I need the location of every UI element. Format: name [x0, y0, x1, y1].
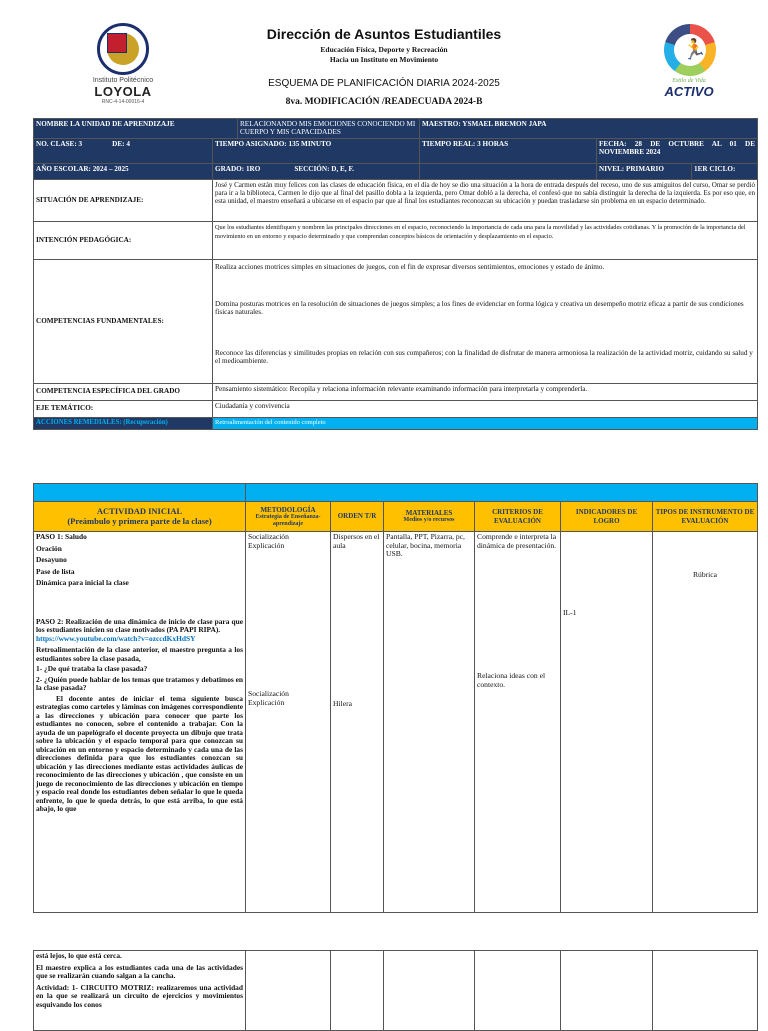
header-actividad-inicial: [34, 502, 246, 532]
planning-info-table: [33, 118, 758, 430]
header-metodologia: [246, 502, 331, 532]
orden-column: [331, 532, 384, 913]
especifica-label: COMPETENCIA ESPECÍFICA DEL GRADO: [34, 383, 213, 400]
grado: GRADO: 1RO: [215, 164, 261, 173]
activity-bar-right: [246, 484, 758, 502]
plan-heading: ESQUEMA DE PLANIFICACIÓN DIARIA 2024-2025: [268, 78, 500, 89]
continued-description: [34, 951, 246, 1031]
metodologia-a-2: Explicación: [248, 540, 285, 550]
metodologia-a-1: Socialización: [248, 532, 289, 541]
paso1-title: PASO 1: Saludo: [36, 532, 87, 541]
paso2-text: PASO 2: Realización de una dinámica de inicio de clase para que los estudiantes inicien su clase motivados (PA PAPI RIPA).: [36, 616, 243, 635]
header-materiales: [384, 502, 475, 532]
unidad-value: RELACIONANDO MIS EMOCIONES CONOCIENDO MI CUERPO Y MIS CAPACIDADES: [238, 119, 420, 139]
seccion: SECCIÓN: D, E, F.: [294, 164, 354, 173]
paso1-pase-lista: Pase de lista: [36, 566, 75, 576]
logo-shield-icon: [107, 33, 127, 53]
intencion-value: Que los estudiantes identifiquen y nombren las principales direcciones en el espacio, reconociendo la importancia de cada una para la movilidad y las actividades cotidianas. Y la promoción de la importancia del movimiento en un entorno y espacio determinado y que comprendan conceptos básicos de orientación y desplazamiento en el espacio.: [213, 221, 758, 259]
metodologia-b-1: Socialización: [248, 689, 289, 699]
grado-seccion-cell: [213, 163, 420, 179]
nivel-cell: NIVEL: PRIMARIO: [597, 163, 692, 179]
docente-text: El docente antes de iniciar el tema siguiente busca estrategias como carteles y láminas con imágenes correspondiente a las direcciones y ubicación para conocer que parte los estudiantes no conocen, sobre el contenido a trabajar. Con la ayuda de un papelógrafo el docente proyecta un dibujo que trata sobre la ubicación y el espacio temporal para que conozcan su ubicación en un entorno y espacio determinado y cada una de las direcciones definida para que los estudiantes conozcan su ubicación y las direcciones mediante estas actividades áulicas de reconocimiento de las direcciones y ubicación , que consiste en un juego de reconocimiento de las direcciones y ubicación en tiempo y espacio real donde los estudiantes deben señalar lo que le queda enfrente, lo que le queda detrás, lo que está arriba, lo que está abajo, lo que: [36, 693, 243, 814]
continued-empty-1: [246, 951, 331, 1031]
orden-b: Hilera: [333, 699, 352, 709]
modification-heading: 8va. MODIFICACIÓN /READECUADA 2024-B: [285, 97, 483, 107]
competencia-3: Reconoce las diferencias y similitudes propias en relación con sus compañeros; con la finalidad de disfrutar de manera armoniosa la realización de la actividad motriz, cuidando su salud y el medioambiente.: [215, 348, 753, 365]
tipos-column: [653, 532, 758, 913]
metodologia-b-2: Explicación: [248, 698, 285, 708]
fecha-cell: FECHA: 28 DE OCTUBRE AL 01 DE NOVIEMBRE 2024: [597, 138, 758, 163]
header-actividad-title: ACTIVIDAD INICIAL: [96, 505, 183, 516]
situacion-value: José y Carmen están muy felices con las clases de educación física, en el día de hoy se dio una situación a la hora de entrada después del receso, uno de sus amiguitos del curso, Omar se perdió para ir a la biblioteca, Carmen le dijo que al final del pasillo dobla a la izquierda, pero Omar dobló a la derecha, el confesó que no sabía distinguir la derecha de la izquierda. Es por eso que, en esta unidad, el maestro enseñará a ubicarse en el espacio par que al final los estudiantes reconozcan su ubicación y puedan trasladarse sin problema en un espacio determinado.: [213, 179, 758, 221]
paso1-desayuno: Desayuno: [36, 555, 67, 565]
competencias-label: COMPETENCIAS FUNDAMENTALES:: [34, 259, 213, 383]
page-title: Dirección de Asuntos Estudiantiles: [266, 26, 502, 42]
criterios-column: [475, 532, 561, 913]
header-materiales-title: MATERIALES: [405, 509, 453, 518]
continued-line-1: está lejos, lo que está cerca.: [36, 951, 122, 960]
header-tipos-instrumento: TIPOS DE INSTRUMENTO DE EVALUACIÓN: [653, 502, 758, 532]
loyola-logo: [97, 23, 149, 75]
header-orden: ORDEN T/R: [331, 502, 384, 532]
criterio-a: Comprende e interpreta la dinámica de presentación.: [477, 532, 557, 550]
ciclo-cell: 1ER CICLO:: [692, 163, 758, 179]
paso1-dinamica: Dinámica para inicial la clase: [36, 578, 129, 588]
criterio-b: Relaciona ideas con el contexto.: [477, 671, 546, 690]
empty-cell: [420, 163, 597, 179]
running-figure-icon: 🏃: [682, 37, 707, 61]
acciones-label: ACCIONES REMEDIALES: (Recuperación): [34, 417, 213, 429]
situacion-label: SITUACIÓN DE APRENDIZAJE:: [34, 179, 213, 221]
logo-activo-text: ACTIVO: [664, 84, 714, 99]
indicador-value: IL-1: [563, 608, 577, 617]
question-1: 1- ¿De qué trataba la clase pasada?: [36, 664, 148, 674]
logo-estilo-text: Estilo de Vida: [672, 78, 706, 84]
competencia-2: Domina posturas motrices en la resolución de situaciones de juegos simples; a los fines de evidenciar en forma lógica y creativa un desempeño motriz eficaz a partir de sus condiciones físicas naturales.: [215, 299, 744, 316]
materiales-column: Pantalla, PPT, Pizarra, pc, celular, bocina, memoria USB.: [384, 532, 475, 913]
tiempo-asignado-cell: TIEMPO ASIGNADO: 135 MINUTO: [213, 138, 420, 163]
eje-label: EJE TEMÁTICO:: [34, 400, 213, 417]
header-metodologia-title: METODOLOGÍA: [260, 505, 316, 514]
estilo-de-vida-activo-logo: [652, 20, 726, 100]
continued-line-3: Actividad: 1- CIRCUITO MOTRIZ: realizaremos una actividad en la que se realizará un circuito de ejercicios y movimientos esquivando los conos: [36, 982, 243, 1009]
indicadores-column: [561, 532, 653, 913]
intencion-label: INTENCIÓN PEDAGÓGICA:: [34, 221, 213, 259]
subtitle-department: Educación Física, Deporte y Recreación: [320, 45, 448, 54]
header-criterios: CRITERIOS DE EVALUACIÓN: [475, 502, 561, 532]
activity-description: [34, 532, 246, 913]
header-indicadores: INDICADORES DE LOGRO: [561, 502, 653, 532]
maestro-cell: MAESTRO: YSMAEL BREMON JAPA: [420, 119, 758, 139]
activity-table-continued: [33, 950, 758, 1031]
clase-number: NO. CLASE: 3: [36, 139, 83, 148]
metodologia-column: [246, 532, 331, 913]
activity-bar-left: [34, 484, 246, 502]
header-actividad-sub: (Preámbulo y primera parte de la clase): [67, 515, 212, 526]
header-materiales-sub: Medios y/o recursos: [403, 517, 455, 524]
continued-empty-5: [561, 951, 653, 1031]
activity-table: [33, 483, 758, 913]
question-2: 2- ¿Quién puede hablar de los temas que tratamos y debatimos en la clase pasada?: [36, 674, 244, 693]
institution-code: RNC-4-14-00016-4: [101, 99, 145, 105]
continued-empty-3: [384, 951, 475, 1031]
retro-text: Retroalimentación de la clase anterior, el maestro pregunta a los estudiantes sobre la clase pasada,: [36, 645, 243, 663]
continued-empty-2: [331, 951, 384, 1031]
orden-a: Dispersos en el aula: [333, 532, 380, 550]
continued-empty-4: [475, 951, 561, 1031]
header-metodologia-sub: Estrategia de Enseñanza-aprendizaje: [255, 513, 321, 527]
institution-small-name: Instituto Politécnico: [92, 77, 154, 84]
institution-name: LOYOLA: [94, 84, 152, 99]
especifica-value: Pensamiento sistemático: Recopila y relaciona información relevante examinando información para interpretarla y comprenderla.: [213, 383, 758, 400]
competencias-list: [213, 259, 758, 383]
paso1-oracion: Oración: [36, 543, 62, 553]
anio-escolar-cell: AÑO ESCOLAR: 2024 – 2025: [34, 163, 213, 179]
clase-cell: [34, 138, 213, 163]
competencia-1: Realiza acciones motrices simples en situaciones de juegos, con el fin de expresar diversos sentimientos, emociones y estado de ánimo.: [215, 262, 605, 271]
eje-value: Ciudadanía y convivencia: [213, 400, 758, 417]
acciones-value: Retroalimentación del contenido completo: [213, 417, 758, 429]
youtube-link[interactable]: https://www.youtube.com/watch?v=ozccdKxHdSY: [36, 633, 196, 643]
tiempo-real-cell: TIEMPO REAL: 3 HORAS: [420, 138, 597, 163]
continued-empty-6: [653, 951, 758, 1031]
instrumento-value: Rúbrica: [692, 570, 718, 579]
clase-de: DE: 4: [112, 139, 130, 148]
continued-line-2: El maestro explica a los estudiantes cada una de las actividades que se realizarán cuando salgan a la cancha.: [36, 962, 243, 981]
subtitle-slogan: Hacia un Instituto en Movimiento: [329, 55, 439, 64]
unidad-label: NOMBRE LA UNIDAD DE APRENDIZAJE: [34, 119, 238, 139]
